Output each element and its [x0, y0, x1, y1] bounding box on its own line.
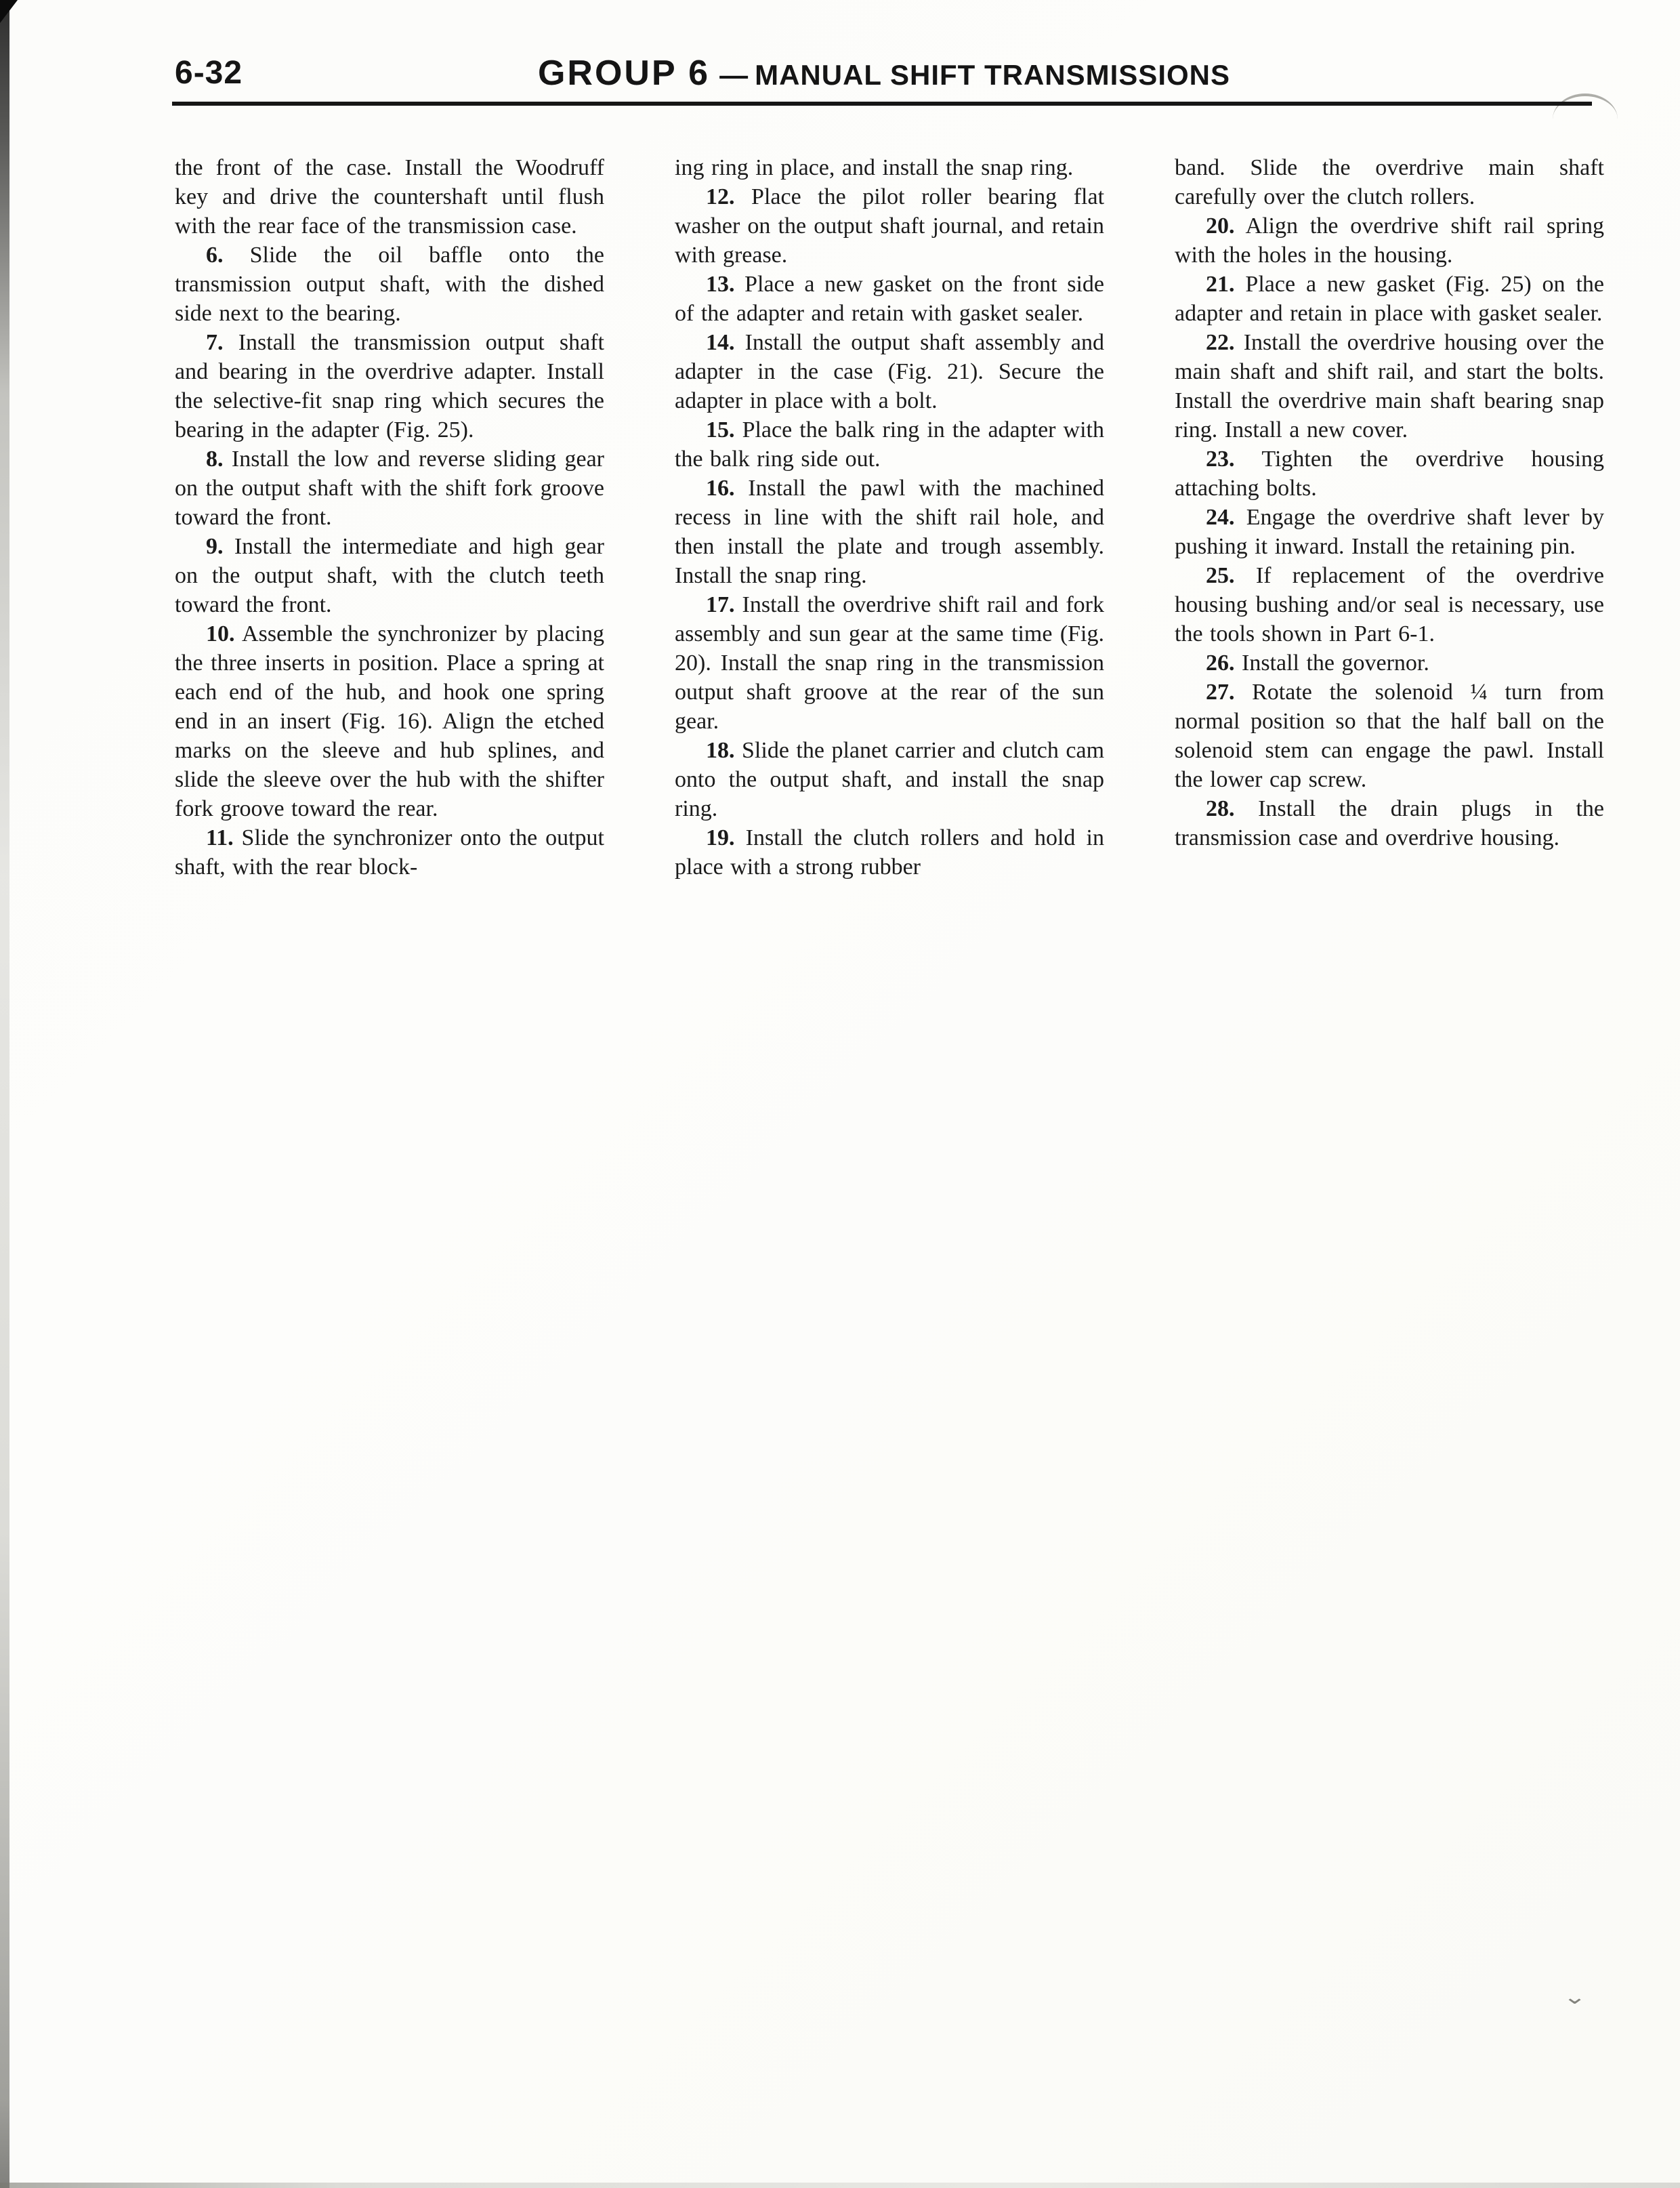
- step-number: 18.: [706, 738, 735, 763]
- step-text: Install the clutch rollers and hold in place with a strong rubber: [675, 825, 1105, 880]
- step-paragraph: [175, 619, 604, 823]
- scan-artifact-mark: ⌄: [1562, 1986, 1587, 2008]
- step-number: 15.: [706, 417, 735, 442]
- scan-corner-top-left: [0, 0, 18, 23]
- header-title: MANUAL SHIFT TRANSMISSIONS: [755, 59, 1231, 91]
- step-text: Slide the oil baffle onto the transmission output shaft, with the dished side next to the bearing.: [175, 243, 605, 326]
- step-number: 24.: [1206, 505, 1235, 530]
- step-paragraph: [175, 445, 604, 532]
- step-paragraph: [1175, 561, 1604, 648]
- step-paragraph: [175, 532, 604, 619]
- step-number: 14.: [706, 330, 735, 355]
- step-paragraph: [1175, 211, 1604, 270]
- scan-artifact-curve: [1553, 94, 1618, 119]
- step-paragraph: [675, 823, 1104, 882]
- step-text: If replacement of the overdrive housing bushing and/or seal is necessary, use the tools shown in Part 6-1.: [1175, 563, 1604, 646]
- step-paragraph: [1175, 503, 1604, 561]
- step-text: Install the pawl with the machined recess in line with the shift rail hole, and then install the plate and trough assembly. Install the snap ring.: [675, 476, 1105, 588]
- step-text: the front of the case. Install the Woodruff key and drive the countershaft until flush with the rear face of the transmission case.: [175, 155, 604, 239]
- step-number: 27.: [1206, 680, 1235, 705]
- step-number: 25.: [1206, 563, 1235, 588]
- step-paragraph: [675, 590, 1104, 736]
- step-paragraph: [1175, 648, 1604, 678]
- page-header: [176, 53, 1592, 94]
- step-paragraph: [675, 415, 1104, 474]
- step-text: Tighten the overdrive housing attaching bolts.: [1175, 447, 1604, 501]
- step-paragraph: [175, 241, 604, 328]
- step-paragraph: [1175, 445, 1604, 503]
- step-number: 6.: [206, 243, 224, 268]
- step-number: 20.: [1206, 213, 1235, 239]
- step-paragraph: [675, 328, 1104, 415]
- step-number: 8.: [206, 447, 224, 472]
- step-number: 9.: [206, 534, 224, 559]
- step-text: Install the output shaft assembly and adapter in the case (Fig. 21). Secure the adapter in place with a bolt.: [675, 330, 1104, 413]
- step-paragraph: [1175, 270, 1604, 328]
- step-paragraph: [175, 328, 604, 445]
- step-number: 17.: [706, 592, 735, 617]
- step-text: Place a new gasket (Fig. 25) on the adapter and retain in place with gasket sealer.: [1175, 272, 1604, 326]
- continuation-paragraph: [675, 153, 1104, 182]
- step-text: Align the overdrive shift rail spring with the holes in the housing.: [1175, 213, 1605, 268]
- step-text: Place a new gasket on the front side of the adapter and retain with gasket sealer.: [675, 272, 1104, 326]
- step-text: Place the pilot roller bearing flat washer on the output shaft journal, and retain with grease.: [675, 184, 1105, 268]
- step-text: Install the intermediate and high gear on the output shaft, with the clutch teeth toward the front.: [175, 534, 605, 617]
- step-paragraph: [1175, 328, 1604, 445]
- step-paragraph: [175, 823, 604, 882]
- continuation-paragraph: [1175, 153, 1604, 211]
- step-text: Install the low and reverse sliding gear on the output shaft with the shift fork groove toward the front.: [175, 447, 605, 530]
- step-text: Install the drain plugs in the transmission case and overdrive housing.: [1175, 796, 1604, 850]
- step-number: 19.: [706, 825, 735, 850]
- continuation-paragraph: [175, 153, 604, 241]
- page-number: 6-32: [175, 55, 243, 91]
- column-1: [175, 153, 604, 882]
- header-separator: —: [719, 59, 749, 91]
- step-paragraph: [675, 182, 1104, 270]
- step-number: 21.: [1206, 272, 1235, 297]
- step-number: 7.: [206, 330, 224, 355]
- step-paragraph: [1175, 794, 1604, 852]
- step-paragraph: [1175, 678, 1604, 794]
- header-rule: [172, 102, 1592, 106]
- step-number: 23.: [1206, 447, 1235, 472]
- step-text: Rotate the solenoid ¼ turn from normal position so that the half ball on the solenoid stem can engage the pawl. Install the lower cap screw.: [1175, 680, 1604, 792]
- step-number: 12.: [706, 184, 735, 209]
- step-number: 22.: [1206, 330, 1235, 355]
- step-text: Install the transmission output shaft and bearing in the overdrive adapter. Install the selective-fit snap ring which secures the bearing in the adapter (Fig. 25).: [175, 330, 604, 442]
- step-paragraph: [675, 270, 1104, 328]
- step-text: Place the balk ring in the adapter with the balk ring side out.: [675, 417, 1104, 472]
- step-text: Engage the overdrive shaft lever by pushing it inward. Install the retaining pin.: [1175, 505, 1604, 559]
- step-number: 28.: [1206, 796, 1235, 821]
- step-text: ing ring in place, and install the snap ring.: [675, 155, 1074, 180]
- text-columns: [175, 153, 1604, 882]
- step-number: 26.: [1206, 651, 1235, 676]
- step-number: 11.: [206, 825, 234, 850]
- scan-edge-left: [0, 0, 9, 2188]
- header-group: GROUP 6: [537, 54, 711, 93]
- step-text: Assemble the synchronizer by placing the three inserts in position. Place a spring at each end of the hub, and hook one spring end in an insert (Fig. 16). Align the etched marks on the sleeve and hub splines, and slide the sleeve over the hub with the shifter fork groove toward the rear.: [175, 621, 605, 821]
- scan-edge-bottom: [0, 2183, 1680, 2188]
- step-number: 13.: [706, 272, 735, 297]
- step-paragraph: [675, 474, 1104, 590]
- step-text: Slide the planet carrier and clutch cam onto the output shaft, and install the snap ring.: [675, 738, 1105, 821]
- step-text: Install the overdrive shift rail and fork assembly and sun gear at the same time (Fig. 20). Install the snap ring in the transmission output shaft groove at the rear of the sun gear.: [675, 592, 1104, 734]
- step-text: Install the overdrive housing over the main shaft and shift rail, and start the bolts. Install the overdrive main shaft bearing snap ring. Install a new cover.: [1175, 330, 1605, 442]
- step-text: band. Slide the overdrive main shaft carefully over the clutch rollers.: [1175, 155, 1604, 209]
- column-3: [1175, 153, 1604, 882]
- step-paragraph: [675, 736, 1104, 823]
- step-number: 10.: [206, 621, 235, 646]
- step-text: Slide the synchronizer onto the output shaft, with the rear block-: [175, 825, 605, 880]
- step-number: 16.: [706, 476, 735, 501]
- step-text: Install the governor.: [1242, 651, 1429, 676]
- column-2: [675, 153, 1104, 882]
